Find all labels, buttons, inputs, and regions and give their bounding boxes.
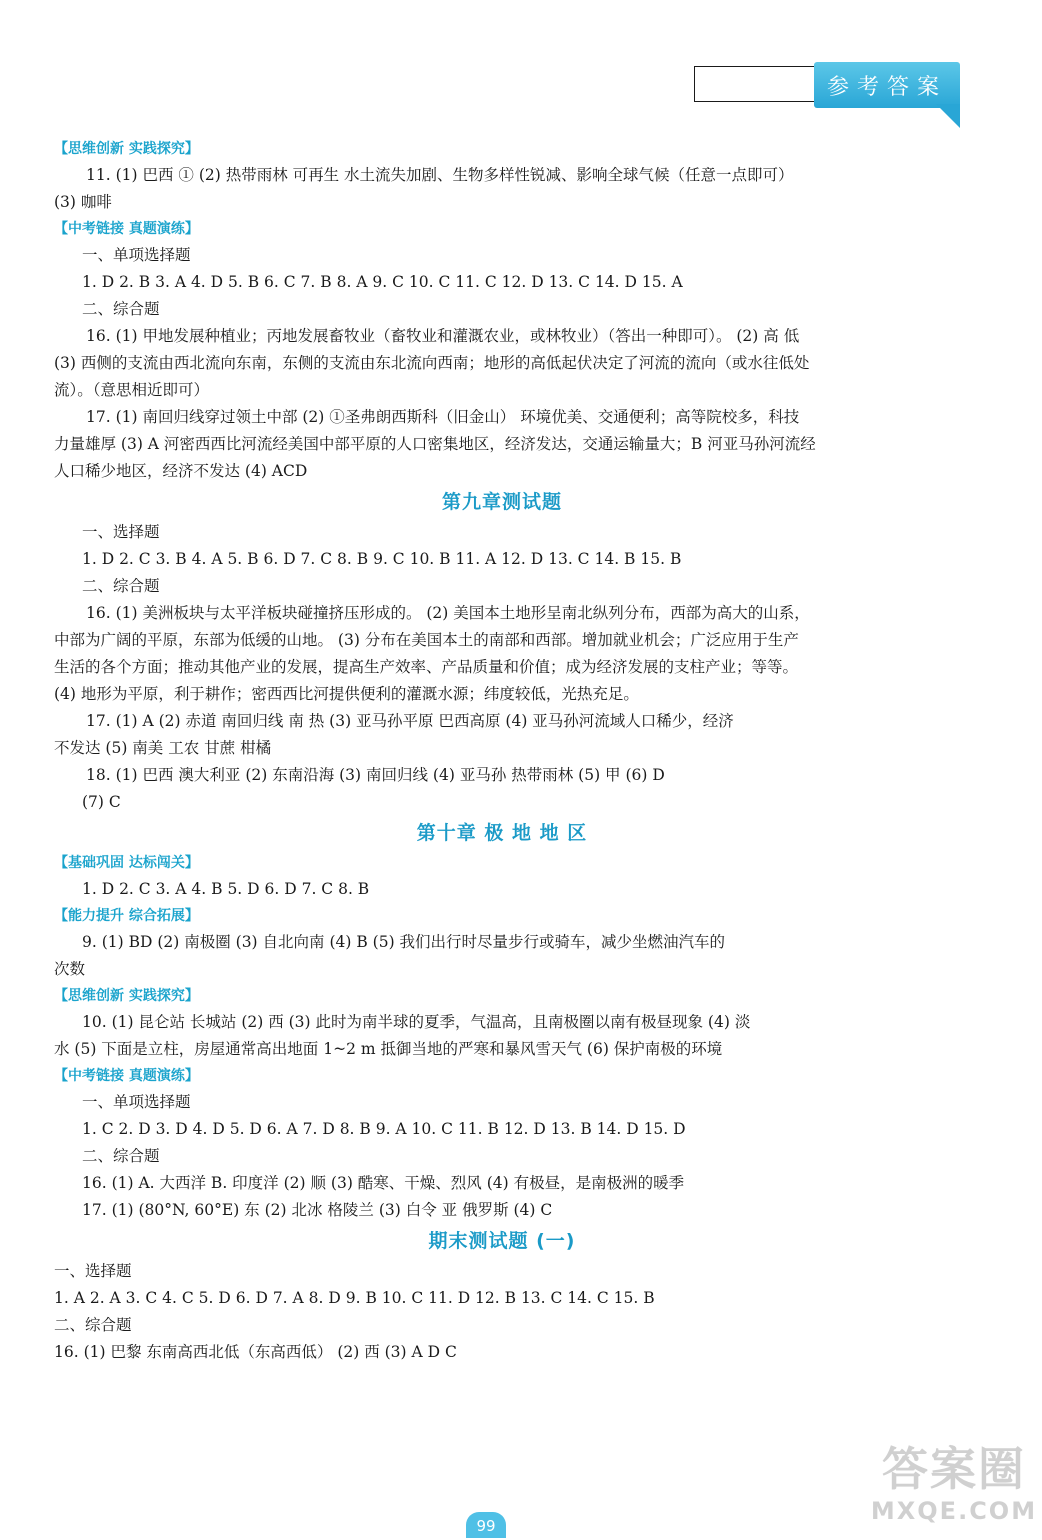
answer-line: 16. (1) 巴黎 东南高西北低（东高西低） (2) 西 (3) A D C	[54, 1343, 457, 1361]
answer-line: (3) 西侧的支流由西北流向东南，东侧的支流由东北流向西南；地形的高低起伏决定了河流的流向（或水往低处	[54, 354, 810, 372]
answer-line: 次数	[54, 960, 86, 978]
page-number: 99	[466, 1512, 506, 1538]
answer-line: 9. (1) BD (2) 南极圈 (3) 自北向南 (4) B (5) 我们出行时尽量步行或骑车，减少坐燃油汽车的	[82, 933, 726, 951]
answer-line: 16. (1) 甲地发展种植业；丙地发展畜牧业（畜牧业和灌溉农业，或林牧业）（答出一种即可）。 (2) 高 低	[86, 327, 800, 345]
section-tag: 【基础巩固 达标闯关】	[54, 855, 199, 871]
answer-line: 17. (1) (80°N, 60°E) 东 (2) 北冰 格陵兰 (3) 白令 亚 俄罗斯 (4) C	[82, 1201, 553, 1219]
answer-line: 11. (1) 巴西 ① (2) 热带雨林 可再生 水土流失加剧、生物多样性锐减、影响全球气候（任意一点即可）	[86, 166, 794, 184]
answer-line: 一、单项选择题	[82, 1093, 191, 1111]
answer-line: 力量雄厚 (3) A 河密西西比河流经美国中部平原的人口密集地区，经济发达，交通运输量大；B 河亚马孙河流经	[54, 435, 816, 453]
chapter-title: 第十章 极 地 地 区	[416, 822, 588, 844]
section-tag: 【中考链接 真题演练】	[54, 221, 199, 237]
answer-line: 16. (1) A. 大西洋 B. 印度洋 (2) 顺 (3) 酷寒、干燥、烈风 (4) 有极昼，是南极洲的暖季	[82, 1174, 685, 1192]
answer-line: 1. D 2. C 3. A 4. B 5. D 6. D 7. C 8. B	[82, 880, 370, 898]
section-tag: 【能力提升 综合拓展】	[54, 908, 199, 924]
answer-line: 二、综合题	[82, 300, 160, 318]
answer-content	[54, 136, 950, 1366]
answer-line: 一、选择题	[82, 523, 160, 541]
answer-line: 一、选择题	[54, 1262, 132, 1280]
watermark-brand: 答案圈	[882, 1442, 1026, 1496]
answer-line: 1. A 2. A 3. C 4. C 5. D 6. D 7. A 8. D 9. B 10. C 11. D 12. B 13. C 14. C 15. B	[54, 1289, 655, 1307]
answer-line: 17. (1) 南回归线穿过领土中部 (2) ①圣弗朗西斯科（旧金山） 环境优美、交通便利；高等院校多，科技	[86, 408, 800, 426]
answer-line: 二、综合题	[82, 577, 160, 595]
answer-line: 一、单项选择题	[82, 246, 191, 264]
watermark	[866, 1442, 1042, 1536]
answer-line: 1. D 2. C 3. B 4. A 5. B 6. D 7. C 8. B 9. C 10. B 11. A 12. D 13. C 14. B 15. B	[82, 550, 682, 568]
answer-line: 不发达 (5) 南美 工农 甘蔗 柑橘	[54, 739, 272, 757]
watermark-url: MXQE.COM	[870, 1497, 1038, 1525]
answer-line: 生活的各个方面；推动其他产业的发展，提高生产效率、产品质量和价值；成为经济发展的支柱产业；等等。	[54, 658, 799, 676]
section-tag: 【中考链接 真题演练】	[54, 1068, 199, 1084]
answer-line: 二、综合题	[54, 1316, 132, 1334]
section-tag: 【思维创新 实践探究】	[54, 988, 199, 1004]
answer-line: 16. (1) 美洲板块与太平洋板块碰撞挤压形成的。 (2) 美国本土地形呈南北纵列分布，西部为高大的山系，	[86, 604, 810, 622]
answer-line: 水 (5) 下面是立柱，房屋通常高出地面 1~2 m 抵御当地的严寒和暴风雪天气 (6) 保护南极的环境	[54, 1040, 723, 1058]
header-tab-tail	[936, 104, 960, 128]
answer-line: 10. (1) 昆仑站 长城站 (2) 西 (3) 此时为南半球的夏季，气温高，且南极圈以南有极昼现象 (4) 淡	[82, 1013, 751, 1031]
chapter-title: 第九章测试题	[441, 491, 562, 513]
answer-line: (4) 地形为平原，利于耕作；密西西比河提供便利的灌溉水源；纬度较低，光热充足。	[54, 685, 639, 703]
answer-line: 1. C 2. D 3. D 4. D 5. D 6. A 7. D 8. B 9. A 10. C 11. B 12. D 13. B 14. D 15. D	[82, 1120, 686, 1138]
answer-line: (7) C	[82, 793, 121, 811]
answer-key-header	[814, 62, 960, 108]
answer-line: 1. D 2. B 3. A 4. D 5. B 6. C 7. B 8. A 9. C 10. C 11. C 12. D 13. C 14. D 15. A	[82, 273, 683, 291]
header-label: 参考答案	[826, 74, 947, 100]
answer-line: 中部为广阔的平原，东部为低缓的山地。 (3) 分布在美国本土的南部和西部。增加就业机会；广泛应用于生产	[54, 631, 799, 649]
answer-line: 人口稀少地区，经济不发达 (4) ACD	[54, 462, 308, 480]
answer-line: 二、综合题	[82, 1147, 160, 1165]
answer-line: 17. (1) A (2) 赤道 南回归线 南 热 (3) 亚马孙平原 巴西高原 (4) 亚马孙河流域人口稀少，经济	[86, 712, 734, 730]
answer-line: 流）。（意思相近即可）	[54, 381, 210, 399]
section-tag: 【思维创新 实践探究】	[54, 141, 199, 157]
header-box	[694, 66, 818, 102]
chapter-title: 期末测试题 (一)	[428, 1230, 576, 1252]
answer-line: (3) 咖啡	[54, 193, 112, 211]
answer-line: 18. (1) 巴西 澳大利亚 (2) 东南沿海 (3) 南回归线 (4) 亚马孙 热带雨林 (5) 甲 (6) D	[86, 766, 665, 784]
